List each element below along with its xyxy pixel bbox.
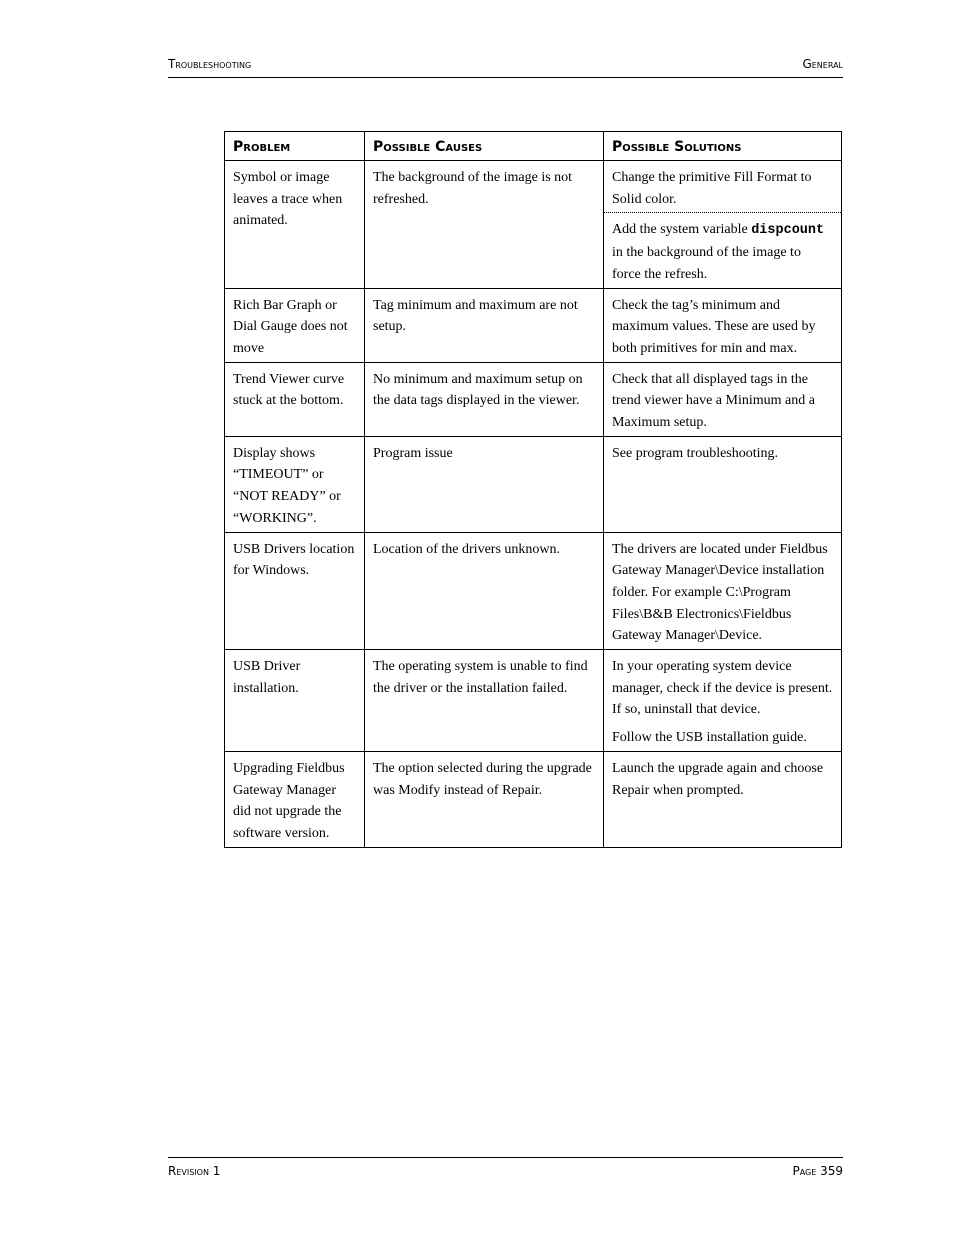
- table-row: [225, 532, 842, 650]
- header-section-title: Troubleshooting: [168, 57, 252, 71]
- cause-cell: No minimum and maximum setup on the data tags displayed in the viewer.: [365, 362, 604, 436]
- problem-cell: Upgrading Fieldbus Gateway Manager did not upgrade the software version.: [225, 751, 365, 847]
- table-row: [225, 751, 842, 847]
- footer-page-number: Page 359: [792, 1164, 843, 1178]
- solution-cell: The drivers are located under Fieldbus Gateway Manager\Device installation folder. For example C:\Program Files\B&B Electronics\Fieldbus Gateway Manager\Device.: [604, 532, 842, 650]
- solution-text: in the background of the image to force the refresh.: [612, 245, 801, 282]
- solution-cell: [604, 213, 842, 288]
- problem-cell: USB Driver installation.: [225, 650, 365, 752]
- column-header-causes: Possible Causes: [365, 132, 604, 161]
- table-row: [225, 436, 842, 532]
- problem-cell: Symbol or image leaves a trace when animated.: [225, 161, 365, 289]
- solution-cell: Launch the upgrade again and choose Repair when prompted.: [604, 751, 842, 847]
- problem-cell: Trend Viewer curve stuck at the bottom.: [225, 362, 365, 436]
- table-row: [225, 288, 842, 362]
- solution-cell: Change the primitive Fill Format to Solid color.: [604, 161, 842, 213]
- header-chapter-title: General: [802, 57, 843, 71]
- table-header-row: [225, 132, 842, 161]
- problem-cell: USB Drivers location for Windows.: [225, 532, 365, 650]
- table-row: [225, 362, 842, 436]
- cause-cell: The option selected during the upgrade was Modify instead of Repair.: [365, 751, 604, 847]
- cause-cell: Location of the drivers unknown.: [365, 532, 604, 650]
- solution-cell: Check the tag’s minimum and maximum values. These are used by both primitives for min and max.: [604, 288, 842, 362]
- problem-cell: Rich Bar Graph or Dial Gauge does not move: [225, 288, 365, 362]
- system-variable-code: dispcount: [751, 223, 825, 239]
- cause-cell: The background of the image is not refreshed.: [365, 161, 604, 289]
- page-footer: [168, 1157, 843, 1182]
- cause-cell: The operating system is unable to find the driver or the installation failed.: [365, 650, 604, 752]
- problem-cell: Display shows “TIMEOUT” or “NOT READY” or “WORKING”.: [225, 436, 365, 532]
- column-header-solutions: Possible Solutions: [604, 132, 842, 161]
- troubleshooting-table: [224, 131, 842, 848]
- solution-cell: [604, 650, 842, 752]
- column-header-problem: Problem: [225, 132, 365, 161]
- page-header: [168, 55, 843, 78]
- cause-cell: Program issue: [365, 436, 604, 532]
- footer-revision: Revision 1: [168, 1164, 221, 1178]
- solution-text: Add the system variable: [612, 222, 752, 238]
- table-row: [225, 650, 842, 752]
- cause-cell: Tag minimum and maximum are not setup.: [365, 288, 604, 362]
- table-row: [225, 161, 842, 213]
- solution-text: In your operating system device manager, check if the device is present. If so, uninstall that device.: [612, 659, 833, 718]
- solution-cell: See program troubleshooting.: [604, 436, 842, 532]
- solution-text: Follow the USB installation guide.: [612, 730, 807, 746]
- solution-cell: Check that all displayed tags in the trend viewer have a Minimum and a Maximum setup.: [604, 362, 842, 436]
